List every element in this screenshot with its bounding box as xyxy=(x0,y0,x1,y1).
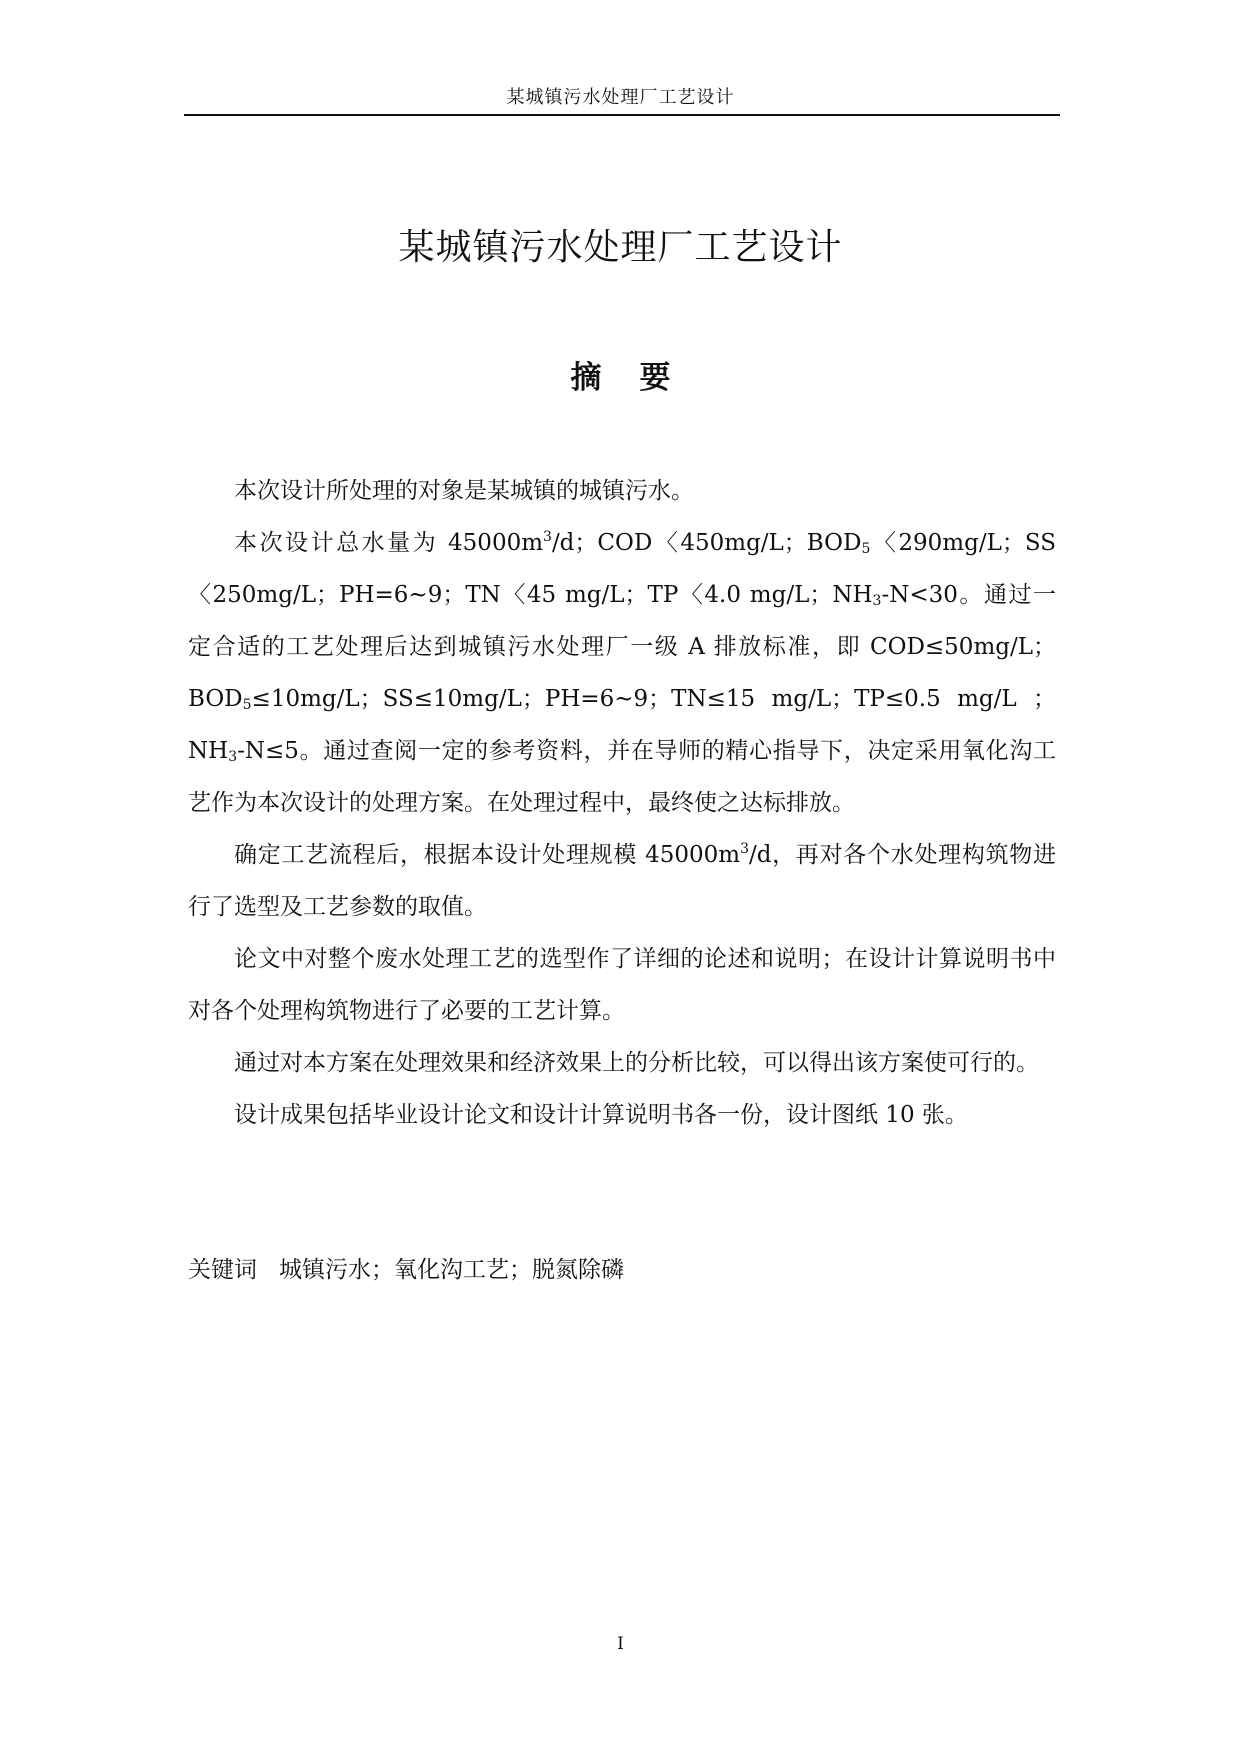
abstract-paragraph-5: 通过对本方案在处理效果和经济效果上的分析比较，可以得出该方案使可行的。 xyxy=(234,1050,1039,1076)
keywords-text: 城镇污水；氧化沟工艺；脱氮除磷 xyxy=(279,1257,624,1283)
header-rule xyxy=(184,114,1060,116)
abstract-heading: 摘要 xyxy=(570,360,709,396)
running-header: 某城镇污水处理厂工艺设计 xyxy=(506,87,735,108)
abstract-paragraph-4: 论文中对整个废水处理工艺的选型作了详细的论述和说明；在设计计算说明书中对各个处理构筑物进行了必要的工艺计算。 xyxy=(188,946,1056,1024)
abstract-paragraph-3: 确定工艺流程后，根据本设计处理规模 $45000m^3/d$，再对各个水处理构筑物进行了选型及工艺参数的取值。 xyxy=(188,841,1056,920)
abstract-paragraph-2: 本次设计总水量为 $45000m^3/d$；COD〈450mg/L；$BOD_5$〈290mg/L；SS〈250mg/L；PH=6~9；TN〈45 mg/L；TP〈4.0 mg/L；$NH_3-N<30$。通过一定合适的工艺处理后达到城镇污水处理厂一级 A 排放标准，即 COD≤50mg/L；$BOD_5\le 10mg/L$；SS≤10mg/L；PH=6~9；TN≤15 mg/L；TP≤0.5 mg/L ；$NH_3-N\le 5$。通过查阅一定的参考资料，并在导师的精心指导下，决定采用氧化沟工艺作为本次设计的处理方案。在处理过程中，最终使之达标排放。 xyxy=(188,529,1056,816)
keywords-label: 关键词 xyxy=(188,1257,257,1283)
keywords xyxy=(188,1244,1056,1296)
abstract-body xyxy=(188,465,1056,1141)
page-number: I xyxy=(617,1634,624,1654)
abstract-paragraph-6: 设计成果包括毕业设计论文和设计计算说明书各一份，设计图纸 10 张。 xyxy=(234,1102,968,1128)
document-title: 某城镇污水处理厂工艺设计 xyxy=(398,227,843,268)
abstract-paragraph-1: 本次设计所处理的对象是某城镇的城镇污水。 xyxy=(234,478,694,504)
